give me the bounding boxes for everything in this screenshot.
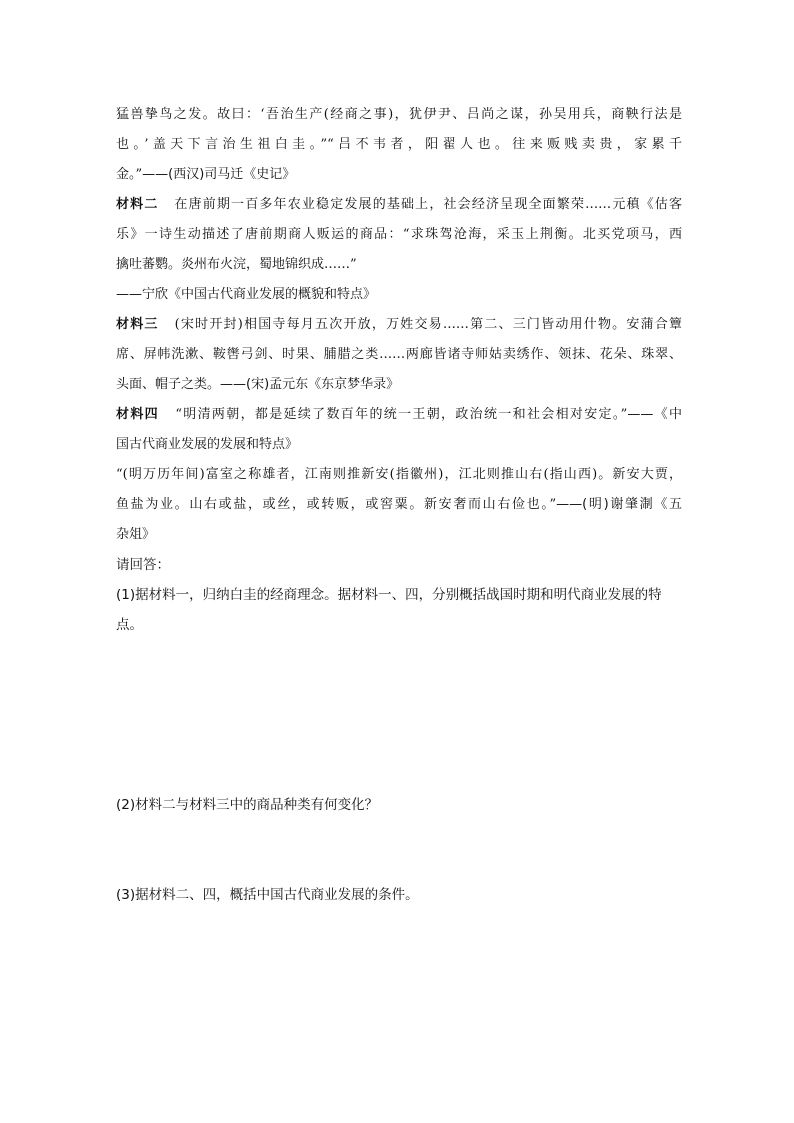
material-three-line-2: 席、屏帏洗漱、鞍辔弓剑、时果、脯腊之类……两廊皆诸寺师姑卖绣作、领抹、花朵、珠翠、 [116,347,682,362]
material-one-line-2: 也。’盖天下言治生祖白圭。”“吕不韦者，阳翟人也。往来贩贱卖贵，家累千 [116,137,682,152]
question-1-line-1: (1)据材料一，归纳白圭的经商理念。据材料一、四，分别概括战国时期和明代商业发展的特 [116,587,662,603]
material-three-line-1: 材料三 (宋时开封)相国寺每月五次开放，万姓交易……第二、三门皆动用什物。安蒲合簟 [116,317,682,332]
material-two-line-2: 乐》一诗生动描述了唐前期商人贩运的商品：“求珠驾沧海，采玉上荆衡。北买党项马，西 [116,227,682,242]
material-one-source: ——(西汉)司马迁《史记》 [142,167,296,182]
answer-space-2 [116,820,682,880]
material-two-source: ——宁欣《中国古代商业发展的概貌和特点》 [116,287,377,302]
material-four-line-5: 杂俎》 [116,527,156,542]
material-two-label: 材料二 [116,197,159,212]
material-three-label: 材料三 [116,317,159,332]
material-two-line-1: 材料二 在唐前期一百多年农业稳定发展的基础上，社会经济呈现全面繁荣……元稹《估客 [116,197,682,212]
question-1-line-2: 点。 [116,617,143,633]
document-content [116,100,682,910]
material-one-line-1: 猛兽挚鸟之发。故曰：‘吾治生产(经商之事)，犹伊尹、吕尚之谋，孙吴用兵，商鞅行法是 [116,107,682,122]
material-four-line-4: 鱼盐为业。山右或盐，或丝，或转贩，或窖粟。新安奢而山右俭也。”——(明)谢肇淛《五 [116,497,682,512]
material-two-line-3: 擒吐蕃鹦。炎州布火浣，蜀地锦织成……” [116,257,357,272]
material-four-line-1: 材料四 “明清两朝，都是延续了数百年的统一王朝，政治统一和社会相对安定。”——《中 [116,407,682,422]
answer-prompt: 请回答： [116,557,170,573]
question-2: (2)材料二与材料三中的商品种类有何变化？ [116,797,379,813]
material-three-line-3: 头面、帽子之类。——(宋)孟元东《东京梦华录》 [116,377,400,392]
material-one-line-3: 金。”——(西汉)司马迁《史记》 [116,167,296,182]
material-three-source: ——(宋)孟元东《东京梦华录》 [220,377,400,392]
answer-space-1 [116,640,682,790]
material-four-label: 材料四 [116,407,159,422]
material-four-line-3: “(明万历年间)富室之称雄者，江南则推新安(指徽州)，江北则推山右(指山西)。新安大贾， [116,467,682,482]
material-four-line-2: 国古代商业发展的发展和特点》 [116,437,299,452]
question-3: (3)据材料二、四，概括中国古代商业发展的条件。 [116,887,419,903]
